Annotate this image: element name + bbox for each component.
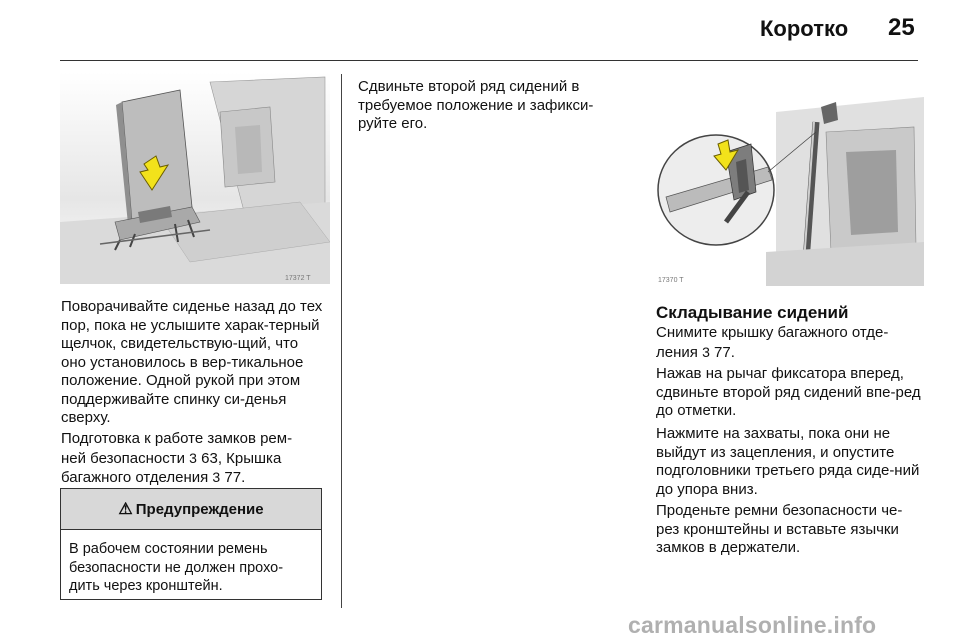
footer-watermark: carmanualsonline.info — [628, 612, 877, 638]
paragraph-thread-belts: Проденьте ремни безопасности че-рез кронштейны и вставьте язычки замков в держатели. — [656, 502, 903, 556]
paragraph-rotate-seat: Поворачивайте сиденье назад до тех пор, пока не услышите харак-терный щелчок, свидетельствую-щий, что оно установилось в вер-тикальное положение. Одной рукой при этом поддерживайте спинку си-денья сверху. — [61, 298, 323, 426]
warning-triangle-icon: ⚠ — [118, 501, 133, 518]
image-code: 17372 T — [285, 275, 311, 282]
page-reference-arrow-icon: 3 — [702, 343, 710, 360]
header-rule — [60, 60, 918, 61]
reference-link[interactable]: 77. — [714, 343, 735, 361]
paragraph-press-latches: Нажмите на захваты, пока они не выйдут из зацепления, и опустите подголовники третьего ряда сиде-ний до упора вниз. — [656, 425, 920, 498]
page-reference-arrow-icon: 3 — [212, 469, 221, 485]
image-code: 17370 T — [658, 277, 684, 284]
section-heading: Складывание сидений — [656, 303, 849, 322]
reference-link[interactable]: 77. — [224, 469, 246, 486]
page-reference-arrow-icon: 3 — [189, 449, 197, 466]
seat-rotation-illustration — [60, 72, 330, 284]
paragraph-push-lever: Нажав на рычаг фиксатора вперед, сдвиньте второй ряд сидений впе-ред до отметки. — [656, 365, 921, 419]
seat-belt-bracket-illustration — [656, 72, 924, 286]
warning-text: В рабочем состоянии ремень безопасности не должен прохо-дить через кронштейн. — [69, 541, 284, 594]
chapter-title: Коротко — [760, 16, 849, 41]
paragraph-line: багажного отделения — [61, 469, 213, 486]
warning-box — [60, 488, 322, 600]
warning-title: Предупреждение — [135, 500, 264, 518]
paragraph-line: ней безопасности — [61, 449, 190, 467]
paragraph-move-second-row: Сдвиньте второй ряд сидений в требуемое положение и зафикси-руйте его. — [358, 78, 594, 132]
paragraph-line: ления — [656, 343, 703, 361]
page-number: 25 — [888, 14, 915, 41]
paragraph-prepare-belts — [61, 430, 331, 488]
reference-link[interactable]: 63, Крышка — [201, 449, 282, 467]
paragraph-remove-cover — [656, 324, 926, 362]
paragraph-line: Подготовка к работе замков рем- — [61, 430, 293, 447]
paragraph-line: Снимите крышку багажного отде- — [656, 324, 889, 341]
column-divider — [341, 74, 342, 608]
warning-header — [61, 489, 321, 530]
